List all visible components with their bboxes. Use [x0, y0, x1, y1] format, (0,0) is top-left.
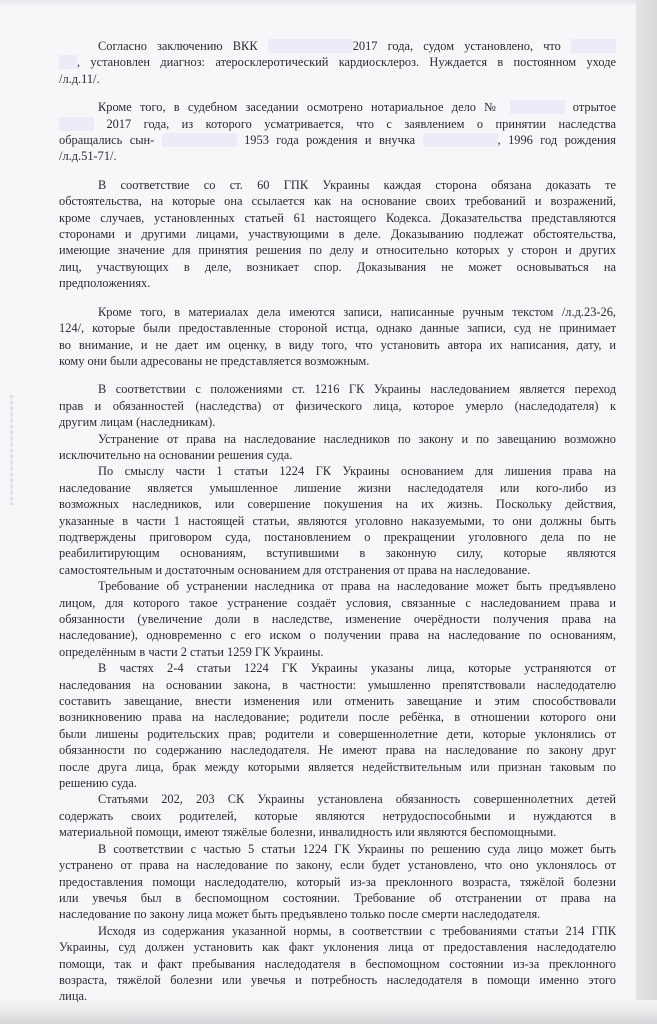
text-run: возникновению права на наследование; родители после ребёнка, в отношении которого они — [59, 710, 616, 725]
text-run: Украины, суд должен установить как факт уклонения лица от предоставления наследодателю — [59, 940, 616, 955]
text-line — [59, 545, 616, 561]
text-run: В соответствии с положениями ст. 1216 ГК Украины наследованием является переход — [98, 382, 616, 397]
text-run: Статьями 202, 203 СК Украины установлена обязанность совершеннолетних детей — [98, 792, 616, 807]
text-run: подтверждены приговором суда, постановлением о прекращении уголовного дела по не — [59, 529, 616, 544]
paragraph-sk202 — [59, 791, 616, 840]
text-run: составить завещание, внести изменения или отменить завещание и этим способствовали — [59, 694, 616, 709]
text-run: лиц, участвующих в деле, возникает спор. Доказывания не может основываться на — [59, 259, 616, 274]
text-line — [59, 431, 616, 447]
text-line — [59, 808, 616, 824]
text-line — [59, 38, 616, 54]
text-line — [59, 275, 616, 291]
text-line — [59, 841, 616, 857]
text-line — [59, 513, 616, 529]
text-run: предположениях. — [59, 276, 151, 291]
text-run: определённым в части 2 статьи 1259 ГК Украины. — [59, 644, 324, 659]
text-run: лицом, для которого такое устранение создаёт условия, связанные с наследованием права и — [59, 595, 616, 610]
text-run: , 1996 год рождения — [497, 133, 617, 148]
text-run: В соответствие со ст. 60 ГПК Украины каждая сторона обязана доказать те — [98, 177, 616, 192]
text-line — [59, 775, 616, 791]
text-line — [59, 956, 616, 972]
text-line — [59, 71, 616, 87]
text-line — [59, 874, 616, 890]
text-line — [59, 923, 616, 939]
text-run: обращались сын- — [59, 133, 162, 148]
text-run: В частях 2-4 статьи 1224 ГК Украины указаны лица, которые устраняются от — [98, 661, 616, 676]
text-run: кому они были адресованы не представляется возможным. — [59, 353, 370, 368]
text-line — [59, 857, 616, 873]
text-run: наследования на основании закона, в частности: умышленно препятствовали наследодателю — [59, 677, 616, 692]
redaction-box — [423, 133, 498, 147]
redaction-box — [510, 100, 565, 114]
text-run: Исходя из содержания указанной нормы, в соответствии с требованиями статьи 214 ГПК — [98, 923, 616, 938]
paragraph-vkk — [59, 38, 616, 87]
scan-artifact — [10, 395, 13, 505]
text-line — [59, 627, 616, 643]
text-run: , установлен диагноз: атеросклеротический кардиосклероз. Нуждается в постоянном уходе — [77, 55, 616, 70]
text-run: По смыслу части 1 статьи 1224 ГК Украины основанием для лишения права на — [98, 464, 616, 479]
paragraph-notarial — [59, 99, 616, 165]
text-line — [59, 398, 616, 414]
text-run: Кроме того, в материалах дела имеются записи, написанные ручным текстом /л.д.23-26, — [98, 304, 616, 319]
text-line — [59, 226, 616, 242]
text-line — [59, 824, 616, 840]
text-line — [59, 496, 616, 512]
text-line — [59, 890, 616, 906]
text-line — [59, 677, 616, 693]
text-line — [59, 906, 616, 922]
redaction-box — [59, 55, 77, 69]
text-line — [59, 611, 616, 627]
text-line — [59, 529, 616, 545]
text-run: реабилитирующим основаниям, вступившими в законную силу, которые являются — [59, 546, 616, 561]
redaction-box — [571, 39, 616, 53]
text-run: обстоятельства, на которые она ссылается как на основание своих требований и возражений, — [59, 194, 616, 209]
text-line — [59, 381, 616, 397]
text-line — [59, 693, 616, 709]
text-line — [59, 414, 616, 430]
text-run: прав и обязанностей (наследства) от физического лица, которое умерло (наследодателя) к — [59, 398, 616, 413]
text-run: предоставления помощи наследодателю, который из-за преклонного возраста, тяжёлой болезни — [59, 874, 616, 889]
text-line — [59, 709, 616, 725]
paragraph-gap — [59, 369, 616, 381]
text-run: устранено от права на наследование по закону, если будет установлено, что оно уклонялось от — [59, 858, 616, 873]
text-run: Требование об устранении наследника от права на наследование может быть предъявлено — [98, 579, 616, 594]
paragraph-handwritten — [59, 304, 616, 370]
text-line — [59, 791, 616, 807]
text-run: 1953 года рождения и внучка — [236, 133, 423, 148]
text-run: возраста, тяжёлой болезни или увечья и потребность наследодателя в помощи именно этого — [59, 972, 616, 987]
paragraph-gap — [59, 165, 616, 177]
text-run: наследование является умышленное лишение жизни наследодателя или кого-либо из — [59, 480, 616, 495]
text-line — [59, 726, 616, 742]
text-line — [59, 353, 616, 369]
document-body — [59, 38, 616, 1005]
text-run: наследование), одновременно с его иском о получении права на наследование по основаниям, — [59, 628, 616, 643]
paragraph-gk1216 — [59, 381, 616, 430]
text-run: исключительно на основании решения суда. — [59, 447, 293, 462]
text-line — [59, 447, 616, 463]
text-run: возможных наследников, или совершение покушения на их жизнь. Поскольку действия, — [59, 497, 616, 512]
text-line — [59, 177, 616, 193]
text-run: 2017 года, из которого усматривается, что с заявлением о принятии наследства — [94, 116, 616, 131]
text-line — [59, 463, 616, 479]
text-run: содержать своих родителей, которые являются нетрудоспособными и нуждаются в — [59, 808, 616, 823]
text-run: Кроме того, в судебном заседании осмотрено нотариальное дело № — [98, 100, 510, 115]
text-run: были лишены родительских прав; родители и совершеннолетние дети, которые уклонялись от — [59, 726, 616, 741]
scan-right-edge — [636, 0, 657, 1024]
text-run: самостоятельным и достаточным основанием для отстранения от права на наследование. — [59, 562, 531, 577]
text-line — [59, 132, 616, 148]
text-run: наследование по закону лица может быть предъявлено только после смерти наследодателя. — [59, 907, 541, 922]
redaction-box — [162, 133, 237, 147]
text-line — [59, 644, 616, 660]
text-line — [59, 595, 616, 611]
text-line — [59, 320, 616, 336]
text-run: 124/, которые были предоставленные стороной истца, однако данные записи, суд не принимает — [59, 321, 616, 336]
paragraph-gpk60 — [59, 177, 616, 292]
text-line — [59, 972, 616, 988]
text-line — [59, 562, 616, 578]
text-run: решению суда. — [59, 776, 138, 791]
text-line — [59, 193, 616, 209]
text-line — [59, 337, 616, 353]
paragraph-gk1224p24 — [59, 660, 616, 791]
redaction-box — [59, 117, 94, 131]
text-line — [59, 480, 616, 496]
text-run: указанные в части 1 настоящей статьи, являются уголовно наказуемыми, то они должны быть — [59, 513, 616, 528]
paragraph-conclusion — [59, 923, 616, 1005]
text-run: обязанности по содержанию наследодателя. Не имеют права на наследование по закону друг — [59, 743, 616, 758]
text-run: 2017 года, судом установлено, что — [352, 39, 571, 53]
text-run: или увечья был в беспомощном состоянии. Требование об отстранении от права на — [59, 890, 616, 905]
text-run: лица. — [59, 989, 88, 1004]
text-line — [59, 660, 616, 676]
text-line — [59, 242, 616, 258]
redaction-box — [268, 39, 353, 53]
text-run: /л.д.11/. — [59, 71, 100, 86]
text-line — [59, 116, 616, 132]
text-line — [59, 759, 616, 775]
paragraph-removal — [59, 431, 616, 464]
text-run: имеющие значение для принятия решения по делу и относительно которых у сторон и других — [59, 243, 616, 258]
text-run: Устранение от права на наследование наследников по закону и по завещанию возможно — [98, 431, 616, 446]
paragraph-demand — [59, 578, 616, 660]
paragraph-gap — [59, 87, 616, 99]
text-run: Согласно заключению ВКК — [98, 39, 268, 53]
text-line — [59, 304, 616, 320]
text-line — [59, 99, 616, 115]
text-run: после друга лица, брак между которыми является недействительным или признан таковым по — [59, 759, 616, 774]
text-line — [59, 939, 616, 955]
paragraph-gk1224p1 — [59, 463, 616, 578]
text-run: кроме случаев, установленных статьей 61 настоящего Кодекса. Доказательства представляются — [59, 210, 616, 225]
text-line — [59, 148, 616, 164]
text-line — [59, 210, 616, 226]
paragraph-gk1224p5 — [59, 841, 616, 923]
text-run: материальной помощи, имеют тяжёлые болезни, инвалидность или являются беспомощными. — [59, 825, 557, 840]
text-line — [59, 742, 616, 758]
text-run: помощи, так и факт пребывания наследодателя в беспомощном состоянии из-за преклонного — [59, 956, 616, 971]
text-line — [59, 988, 616, 1004]
text-run: /л.д.51-71/. — [59, 149, 117, 164]
text-line — [59, 578, 616, 594]
text-run: В соответствии с частью 5 статьи 1224 ГК Украины по решению суда лицо может быть — [98, 841, 616, 856]
text-line — [59, 259, 616, 275]
text-line — [59, 54, 616, 70]
paragraph-gap — [59, 292, 616, 304]
text-run: обязанности (увеличение доли в наследстве, изменение очерёдности получения права на — [59, 612, 616, 626]
text-run: другим лицам (наследникам). — [59, 415, 216, 430]
text-run: сторонами и другими лицами, участвующими в деле. Доказыванию подлежат обстоятельства, — [59, 227, 616, 242]
page-top-shadow — [0, 0, 636, 6]
text-run: отрытое — [564, 100, 616, 115]
text-run: во внимание, и не дает им оценку, в виду того, что установить автора их написания, дату, и — [59, 337, 616, 352]
